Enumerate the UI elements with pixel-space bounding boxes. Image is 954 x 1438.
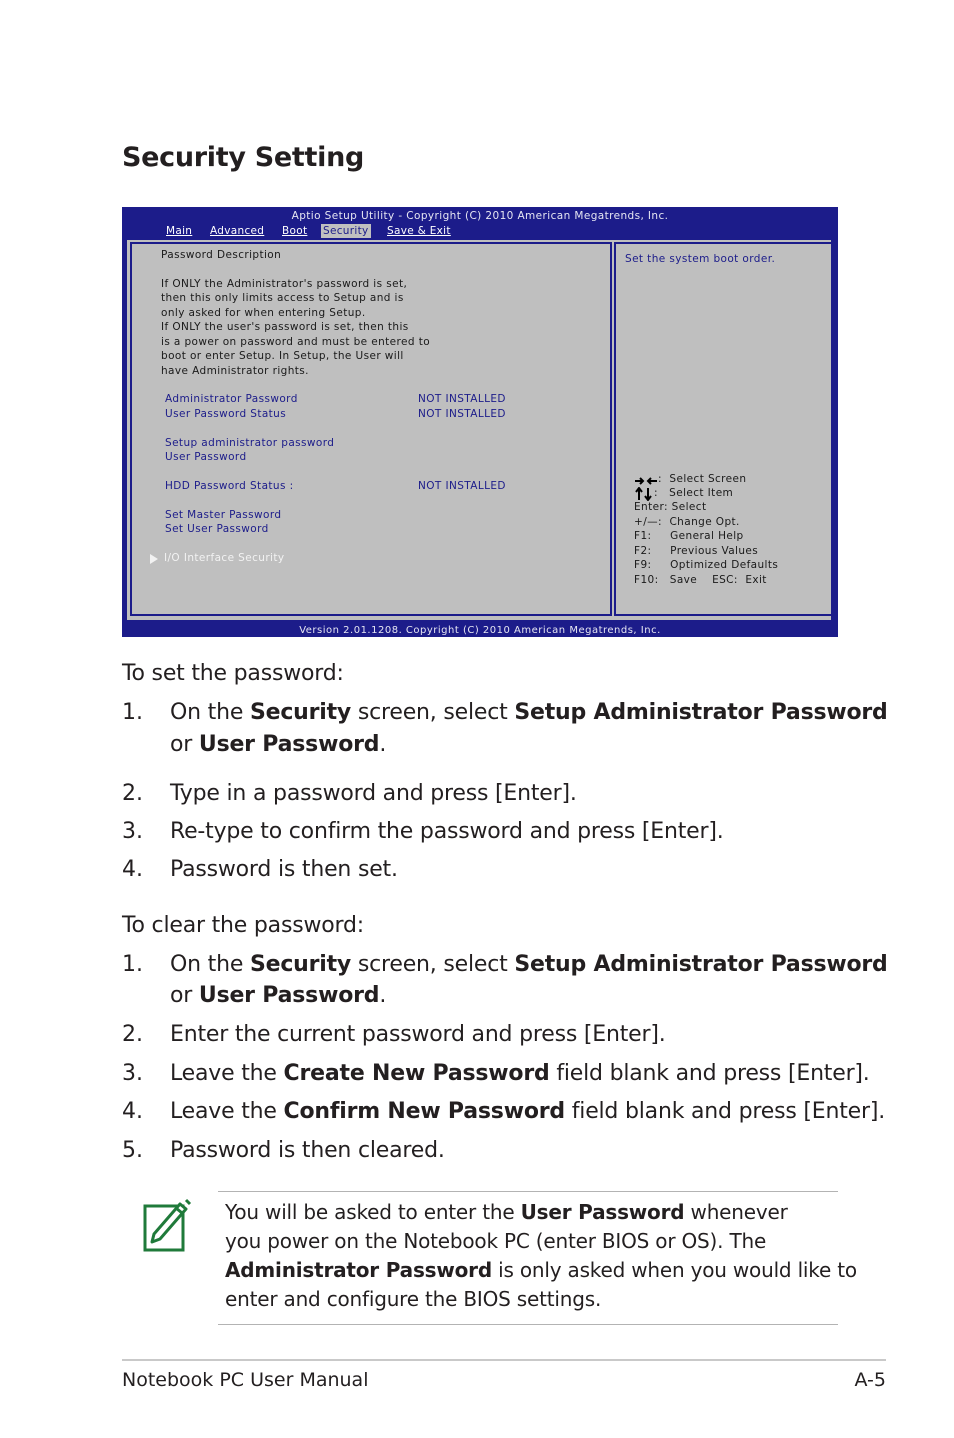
set-user-password-item[interactable]: Set User Password xyxy=(165,523,269,535)
user-password-status-value: NOT INSTALLED xyxy=(418,408,506,420)
clear-step-3: Leave the Create New Password field blank and press [Enter]. xyxy=(170,1061,870,1086)
key-f2: F2: Previous Values xyxy=(634,545,759,557)
description-line: have Administrator rights. xyxy=(161,365,309,377)
step-number: 4. xyxy=(122,1099,143,1124)
clear-step-1-cont: or User Password. xyxy=(170,983,387,1008)
description-line: boot or enter Setup. In Setup, the User will xyxy=(161,350,404,362)
note-line-3: Administrator Password is only asked when you would like to xyxy=(225,1258,857,1282)
bios-header: Aptio Setup Utility - Copyright (C) 2010 American Megatrends, Inc. xyxy=(291,210,669,222)
key-change-opt: +/—: Change Opt. xyxy=(634,516,740,528)
help-text: Set the system boot order. xyxy=(625,253,776,265)
step-number: 3. xyxy=(122,819,143,844)
tab-boot[interactable]: Boot xyxy=(282,225,308,237)
key-enter: Enter: Select xyxy=(634,501,707,513)
set-step-2: Type in a password and press [Enter]. xyxy=(170,781,577,806)
setup-admin-password-item[interactable]: Setup administrator password xyxy=(165,437,335,449)
tab-main[interactable]: Main xyxy=(166,225,193,237)
clear-step-4: Leave the Confirm New Password field blank and press [Enter]. xyxy=(170,1099,885,1124)
note-bottom-divider xyxy=(218,1324,838,1325)
footer-divider xyxy=(122,1359,886,1361)
key-f9: F9: Optimized Defaults xyxy=(634,559,779,571)
bios-tab-bar xyxy=(122,224,838,238)
description-line: then this only limits access to Setup and is xyxy=(161,292,404,304)
key-f1: F1: General Help xyxy=(634,530,744,542)
left-right-arrows-icon xyxy=(634,476,658,486)
step-number: 5. xyxy=(122,1138,143,1163)
user-password-item[interactable]: User Password xyxy=(165,451,247,463)
footer-title: Notebook PC User Manual xyxy=(122,1369,369,1391)
page-title: Security Setting xyxy=(122,142,365,173)
clear-password-heading: To clear the password: xyxy=(122,913,364,938)
bios-screenshot xyxy=(122,207,838,637)
bios-version-footer: Version 2.01.1208. Copyright (C) 2010 American Megatrends, Inc. xyxy=(299,625,661,636)
set-password-heading: To set the password: xyxy=(122,661,344,686)
key-f10-esc: F10: Save ESC: Exit xyxy=(634,574,767,586)
password-description-heading: Password Description xyxy=(161,249,282,261)
step-number: 2. xyxy=(122,1022,143,1047)
submenu-arrow-icon xyxy=(150,554,158,564)
description-line: If ONLY the Administrator's password is set, xyxy=(161,278,408,290)
step-number: 1. xyxy=(122,700,143,725)
tab-advanced[interactable]: Advanced xyxy=(210,225,265,237)
note-pencil-icon xyxy=(142,1196,194,1256)
clear-step-5: Password is then cleared. xyxy=(170,1138,445,1163)
set-step-1-cont: or User Password. xyxy=(170,732,387,757)
tab-security[interactable]: Security xyxy=(323,225,369,237)
step-number: 2. xyxy=(122,781,143,806)
hdd-password-status-label: HDD Password Status : xyxy=(165,480,294,492)
description-line: is a power on password and must be entered to xyxy=(161,336,431,348)
description-line: If ONLY the user's password is set, then this xyxy=(161,321,409,333)
user-password-status-label: User Password Status xyxy=(165,408,287,420)
set-step-3: Re-type to confirm the password and press [Enter]. xyxy=(170,819,724,844)
up-down-arrows-icon xyxy=(634,487,654,501)
note-line-2: you power on the Notebook PC (enter BIOS or OS). The xyxy=(225,1229,767,1253)
admin-password-value: NOT INSTALLED xyxy=(418,393,506,405)
description-line: only asked for when entering Setup. xyxy=(161,307,366,319)
tab-save-exit[interactable]: Save & Exit xyxy=(387,225,451,237)
admin-password-label: Administrator Password xyxy=(165,393,298,405)
bios-help-panel xyxy=(614,242,836,616)
page-number: A-5 xyxy=(854,1369,886,1391)
step-number: 4. xyxy=(122,857,143,882)
bios-body xyxy=(127,240,831,620)
note-line-1: You will be asked to enter the User Password whenever xyxy=(225,1200,788,1224)
step-number: 1. xyxy=(122,952,143,977)
key-select-item: : Select Item xyxy=(654,487,734,499)
clear-step-2: Enter the current password and press [Enter]. xyxy=(170,1022,666,1047)
clear-step-1: On the Security screen, select Setup Administrator Password xyxy=(170,952,888,977)
step-number: 3. xyxy=(122,1061,143,1086)
set-step-4: Password is then set. xyxy=(170,857,398,882)
set-step-1: On the Security screen, select Setup Administrator Password xyxy=(170,700,888,725)
note-top-divider xyxy=(218,1191,838,1192)
bios-settings-panel xyxy=(130,242,612,616)
io-interface-security-item[interactable]: I/O Interface Security xyxy=(164,552,285,564)
note-line-4: enter and configure the BIOS settings. xyxy=(225,1287,602,1311)
hdd-password-status-value: NOT INSTALLED xyxy=(418,480,506,492)
set-master-password-item[interactable]: Set Master Password xyxy=(165,509,282,521)
key-select-screen: : Select Screen xyxy=(658,473,747,485)
